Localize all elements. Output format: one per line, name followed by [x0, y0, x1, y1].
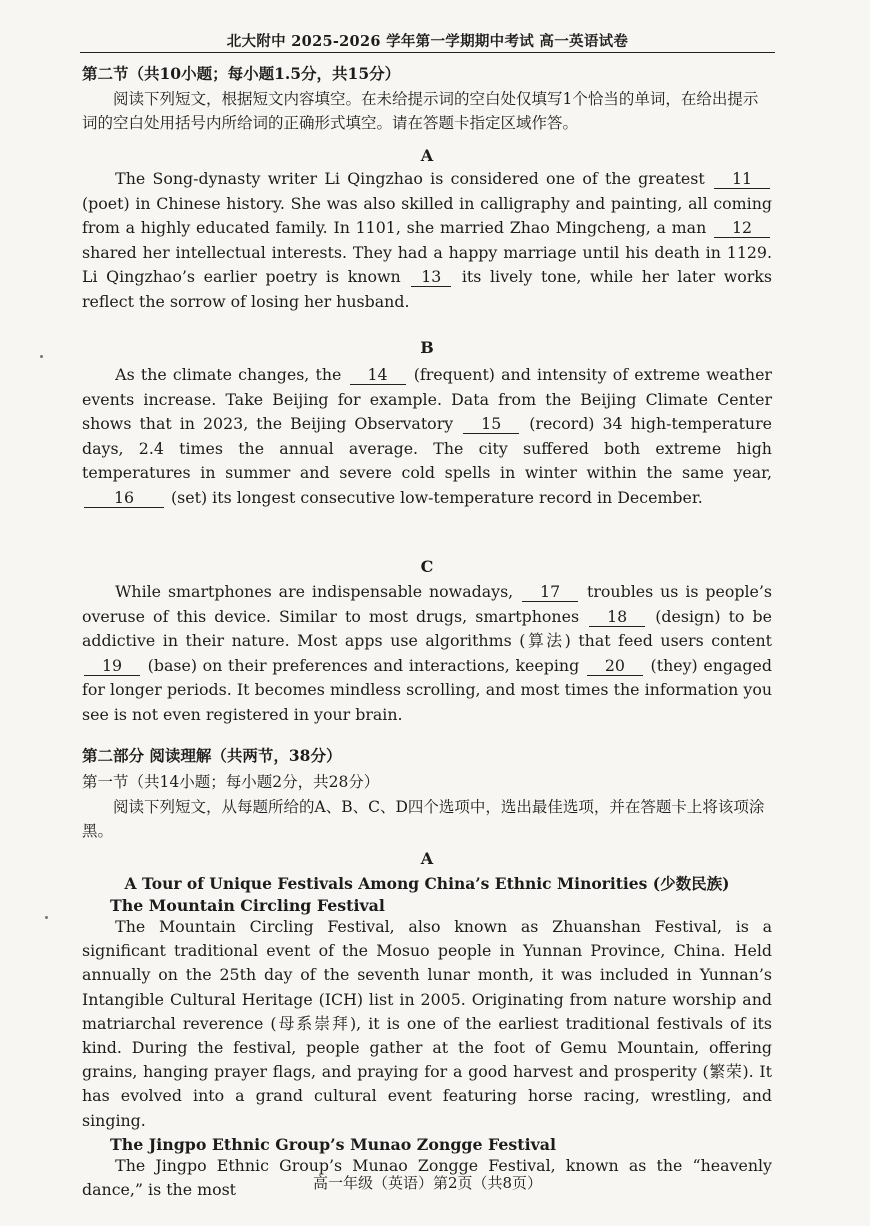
passage-a	[82, 146, 772, 314]
passage-b-text-3: (record) 34 high-temperature days, 2.4 times the annual average. The city suffered both extreme high temperatures in summer and severe cold spells in winter within the same year,	[82, 414, 773, 482]
blank-18[interactable]: 18	[589, 608, 645, 627]
passage-c-text	[82, 580, 772, 727]
passage-c-text-5: (they) engaged for longer periods. It becomes mindless scrolling, and most times the information you see is not even registered in your brain.	[82, 655, 772, 724]
passage-b	[82, 338, 772, 510]
blank-12[interactable]: 12	[714, 219, 770, 238]
subheading-munao-zongge: The Jingpo Ethnic Group’s Munao Zongge Festival	[110, 1134, 557, 1154]
passage-c-text-2: troubles us is people’s overuse of this device. Similar to most drugs, smartphones	[82, 582, 772, 626]
part2-heading: 第二部分 阅读理解（共两节，38分）	[82, 746, 342, 765]
paragraph-munao-zongge: The Jingpo Ethnic Group’s Munao Zongge Festival, known as the “heavenly dance,” is the most	[82, 1155, 772, 1200]
passage-c	[82, 557, 772, 727]
passage-c-letter: C	[420, 557, 434, 576]
passage-b-text-1: As the climate changes, the	[115, 365, 348, 384]
scan-mark	[40, 355, 43, 358]
page-footer: 高一年级（英语）第2页（共8页）	[312, 1174, 543, 1192]
blank-13[interactable]: 13	[411, 268, 451, 287]
passage-a-text-2: (poet) in Chinese history. She was also skilled in calligraphy and painting, all coming from a highly educated family. In 1101, she married Zhao Mingcheng, a man	[82, 193, 772, 237]
paragraph-mountain-circling: The Mountain Circling Festival, also known as Zhuanshan Festival, is a significant traditional event of the Mosuo people in Yunnan Province, China. Held annually on the 25th day of the seventh lunar month, it was included in Yunnan’s Intangible Cultural Heritage (ICH) list in 2005. Originating from nature worship and matriarchal reverence (母系崇拜), it is one of the earliest traditional festivals of its kind. During the festival, people gather at the foot of Gemu Mountain, offering grains, hanging prayer flags, and praying for a good harvest and prosperity (繁荣). It has evolved into a grand cultural event featuring horse racing, wrestling, and singing.	[82, 917, 772, 1130]
passage-b-text-2: (frequent) and intensity of extreme weather events increase. Take Beijing for example. Data from the Beijing Climate Center shows that in 2023, the Beijing Observatory	[82, 365, 772, 433]
passage-a-text-1: The Song-dynasty writer Li Qingzhao is considered one of the greatest	[115, 169, 712, 188]
part2-instruction: 阅读下列短文，从每题所给的A、B、C、D四个选项中，选出最佳选项，并在答题卡上将该项涂黑。	[82, 798, 765, 840]
passage-a-text	[82, 167, 772, 314]
header-rule	[80, 52, 775, 53]
passage-c-text-3: (design) to be addictive in their nature. Most apps use algorithms (算法) that feed users content	[82, 606, 772, 650]
blank-15[interactable]: 15	[463, 415, 519, 434]
part2-block	[82, 744, 772, 1203]
passage-c-text-4: (base) on their preferences and interactions, keeping	[142, 655, 585, 675]
passage-c-text-1: While smartphones are indispensable nowadays,	[115, 582, 521, 601]
part2-subheading: 第一节（共14小题；每小题2分，共28分）	[82, 773, 380, 791]
passage-b-text	[82, 363, 772, 510]
blank-14[interactable]: 14	[350, 366, 406, 385]
section2-block	[82, 62, 772, 135]
scan-mark	[45, 916, 48, 919]
page-header: 北大附中 2025-2026 学年第一学期期中考试 高一英语试卷	[226, 33, 629, 50]
blank-11[interactable]: 11	[714, 170, 770, 189]
part2-letter: A	[420, 849, 434, 868]
subheading-mountain-circling: The Mountain Circling Festival	[110, 896, 385, 915]
passage-a-letter: A	[420, 146, 434, 165]
blank-19[interactable]: 19	[84, 657, 140, 676]
blank-16[interactable]: 16	[84, 489, 164, 508]
passage-a-text-3: shared her intellectual interests. They had a happy marriage until his death in 1129. Li Qingzhao’s earlier poetry is known	[82, 242, 772, 286]
passage-b-text-4: (set) its longest consecutive low-temperature record in December.	[166, 487, 703, 507]
section2-heading: 第二节（共10小题；每小题1.5分，共15分）	[82, 64, 401, 83]
passage-b-letter: B	[420, 338, 434, 357]
article-title: A Tour of Unique Festivals Among China’s Ethnic Minorities (少数民族)	[124, 874, 730, 893]
passage-a-text-4: its lively tone, while her later works reflect the sorrow of losing her husband.	[82, 267, 772, 311]
section2-instruction: 阅读下列短文，根据短文内容填空。在未给提示词的空白处仅填写1个恰当的单词，在给出提示词的空白处用括号内所给词的正确形式填空。请在答题卡指定区域作答。	[82, 90, 759, 132]
blank-20[interactable]: 20	[587, 657, 643, 676]
blank-17[interactable]: 17	[522, 583, 578, 602]
